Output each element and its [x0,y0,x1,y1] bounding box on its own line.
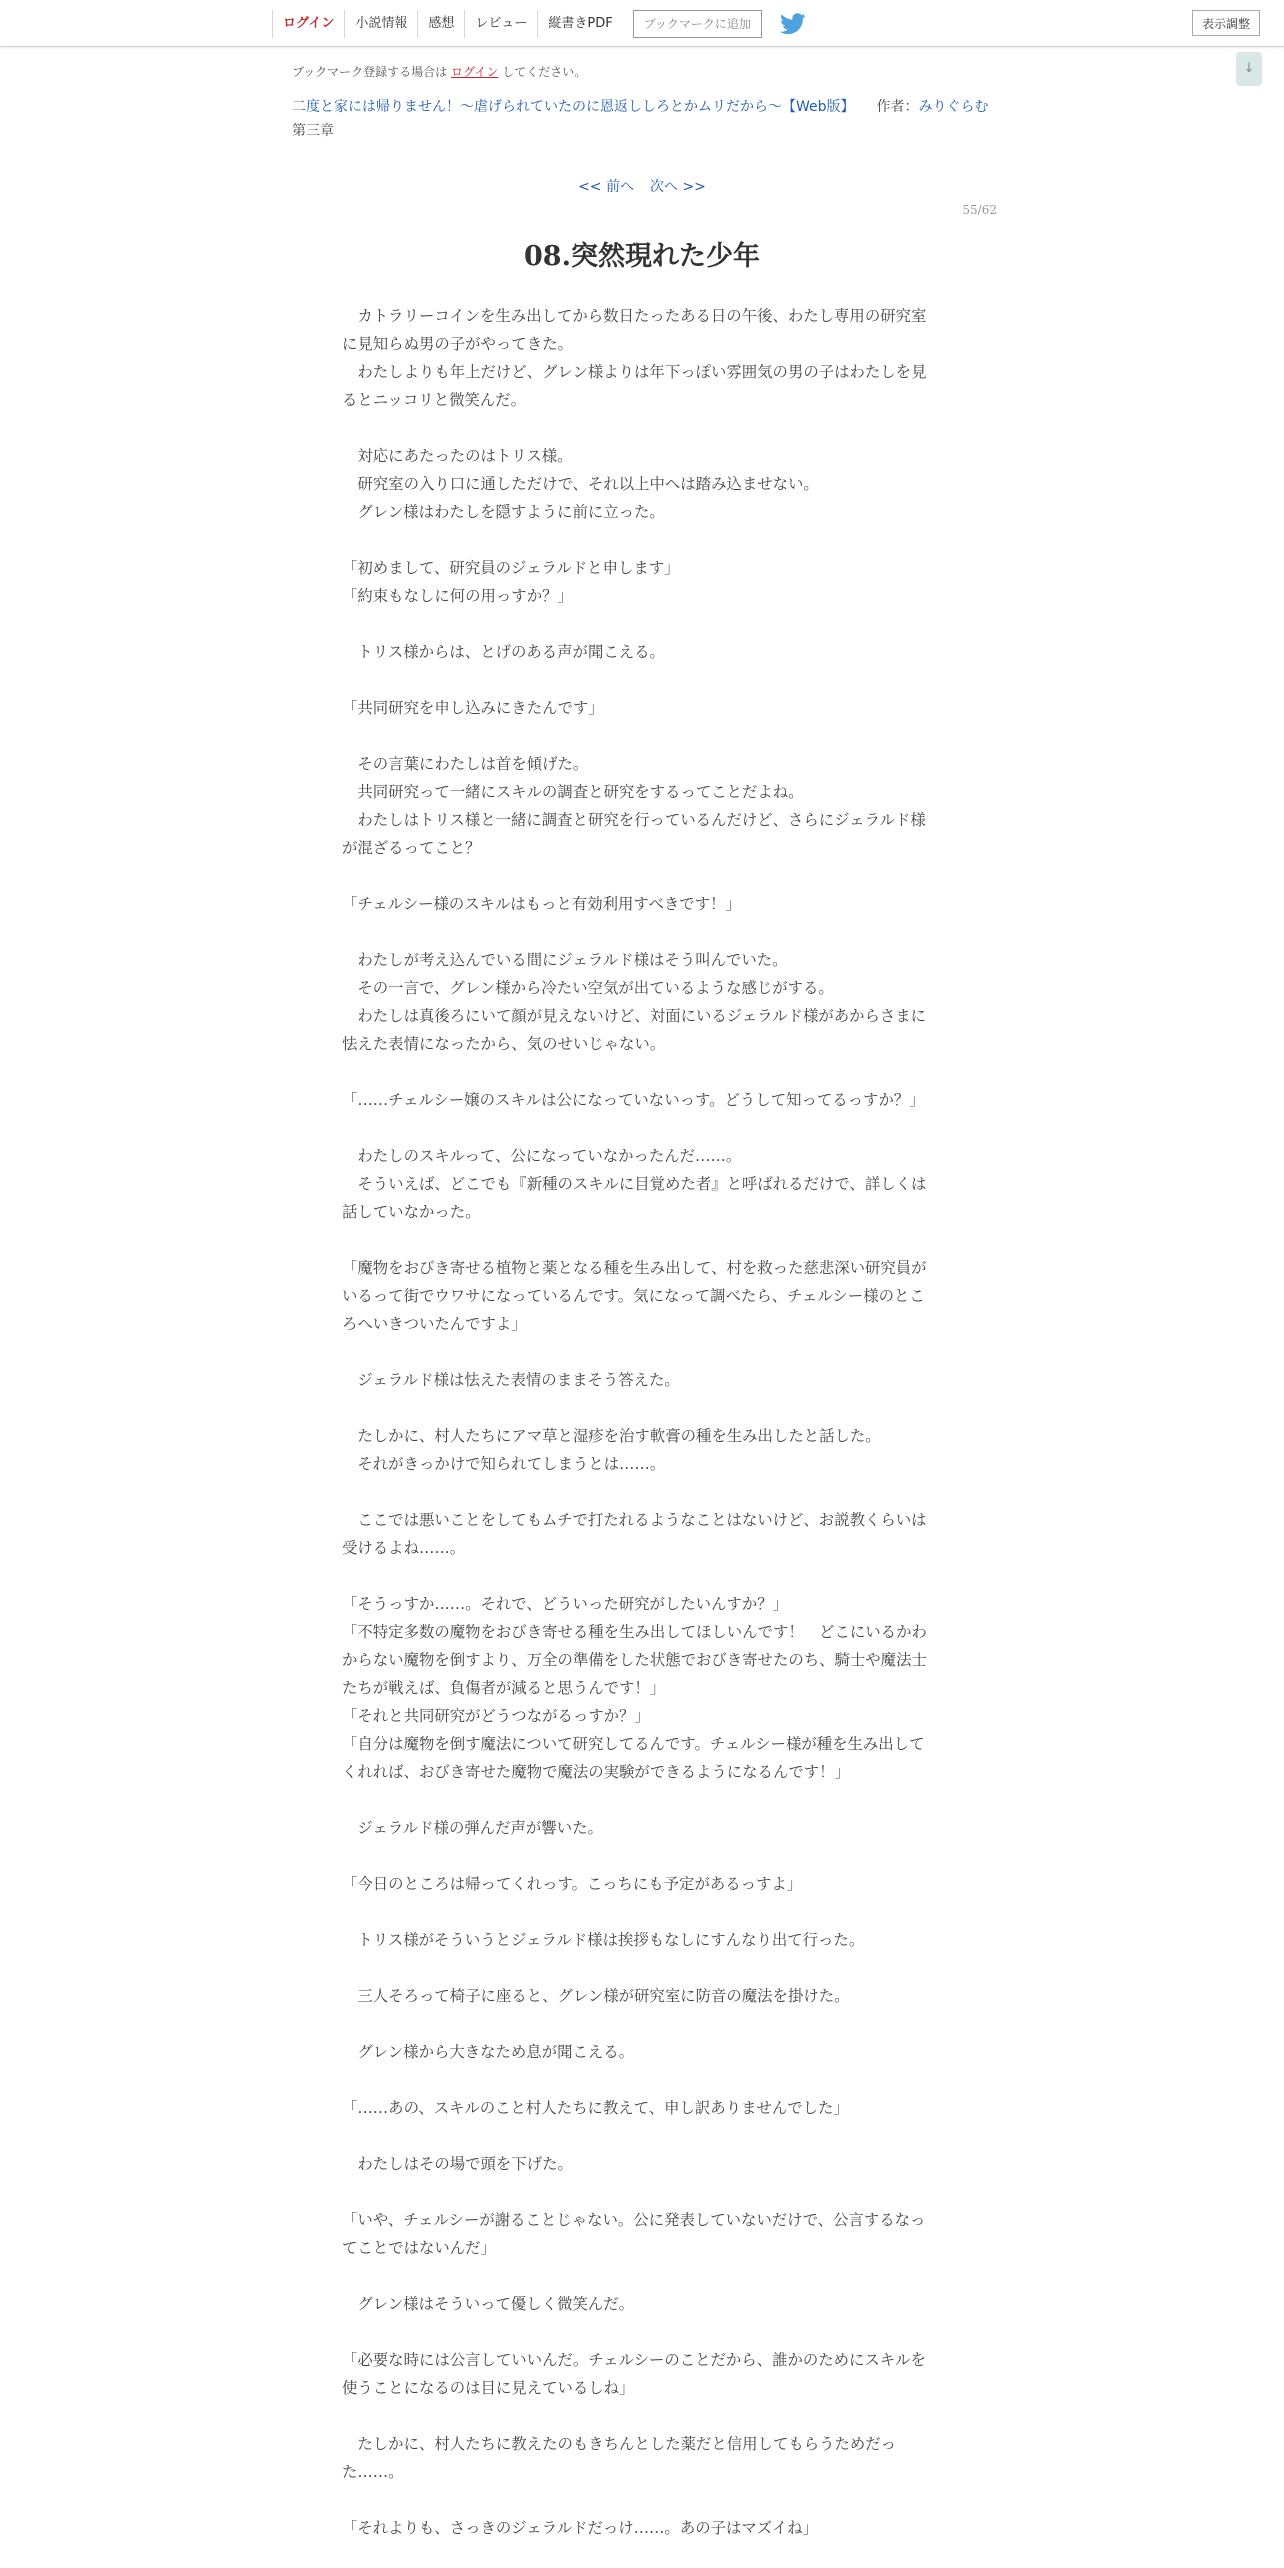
blank-line [342,2122,937,2150]
body-paragraph: わたしのスキルって、公になっていなかったんだ……。 [342,1147,742,1165]
body-paragraph: 研究室の入り口に通しただけで、それ以上中へは踏み込ませない。 [342,475,819,493]
blank-line [342,2262,937,2290]
blank-line [342,1394,937,1422]
blank-line [342,1786,937,1814]
nav-novel-info[interactable]: 小説情報 [344,10,417,38]
blank-line [342,610,937,638]
body-paragraph: ジェラルド様は怯えた表情のままそう答えた。 [342,1371,680,1389]
blank-line [342,1954,937,1982]
body-paragraph: ジェラルド様の弾んだ声が響いた。 [342,1819,603,1837]
blank-line [342,414,937,442]
bookmark-note-text: ブックマーク登録する場合は [292,65,448,79]
blank-line [342,2402,937,2430]
body-paragraph: 「共同研究を申し込みにきたんです」 [342,699,604,717]
top-navigation-bar [0,0,1284,47]
body-paragraph: トリス様がそういうとジェラルド様は挨拶もなしにすんなり出て行った。 [342,1931,865,1949]
body-paragraph: わたしはトリス様と一緒に調査と研究を行っているんだけど、さらにジェラルド様が混ざるってこと？ [342,811,926,857]
body-paragraph: そういえば、どこでも『新種のスキルに目覚めた者』と呼ばれるだけで、詳しくは話していなかった。 [342,1175,927,1221]
display-settings-button[interactable]: 表示調整 [1192,10,1260,36]
page-number: 55/62 [962,203,997,217]
episode-title: 08.突然現れた少年 [524,241,760,272]
blank-line [342,1898,937,1926]
blank-line [342,2178,937,2206]
body-paragraph: 「自分は魔物を倒す魔法について研究してるんです。チェルシー様が種を生み出してくれれば、おびき寄せた魔物で魔法の実験ができるようになるんです！」 [342,1735,925,1781]
blank-line [342,2486,937,2514]
body-paragraph: 「約束もなしに何の用っすか？」 [342,587,573,605]
body-paragraph: 「必要な時には公言していいんだ。チェルシーのことだから、誰かのためにスキルを使うことになるのは目に見えているしね」 [342,2351,926,2397]
body-paragraph: わたしは真後ろにいて顔が見えないけど、対面にいるジェラルド様があからさまに怯えた表情になったから、気のせいじゃない。 [342,1007,927,1053]
body-paragraph: グレン様から大きなため息が聞こえる。 [342,2043,635,2061]
body-paragraph: 三人そろって椅子に座ると、グレン様が研究室に防音の魔法を掛けた。 [342,1987,850,2005]
body-paragraph: 「そうっすか……。それで、どういった研究がしたいんすか？」 [342,1595,789,1613]
episode-body [342,302,937,2542]
body-paragraph: その言葉にわたしは首を傾げた。 [342,755,589,773]
blank-line [342,1226,937,1254]
body-paragraph: グレン様はそういって優しく微笑んだ。 [342,2295,635,2313]
nav-review[interactable]: レビュー [464,10,537,38]
body-paragraph: わたしはその場で頭を下げた。 [342,2155,573,2173]
author-label: 作者： [876,99,919,115]
prev-episode-link[interactable]: << 前へ [578,179,634,195]
blank-line [342,2318,937,2346]
body-paragraph: ここでは悪いことをしてもムチで打たれるようなことはないけど、お説教くらいは受けるよね……。 [342,1511,927,1557]
body-paragraph: 「……チェルシー嬢のスキルは公になっていないっす。どうして知ってるっすか？」 [342,1091,925,1109]
body-paragraph: 「それよりも、さっきのジェラルドだっけ……。あの子はマズイね」 [342,2519,819,2537]
twitter-icon[interactable] [780,13,806,35]
chapter-title: 第三章 [292,123,334,139]
body-paragraph: たしかに、村人たちにアマ草と湿疹を治す軟膏の種を生み出したと話した。 [342,1427,881,1445]
main-nav [272,9,806,39]
novel-info-line [292,96,989,116]
novel-title-link[interactable]: 二度と家には帰りません！～虐げられていたのに恩返ししろとかムリだから～【Web版】 [292,99,855,115]
blank-line [342,1842,937,1870]
body-paragraph: わたしよりも年上だけど、グレン様よりは年下っぽい雰囲気の男の子はわたしを見るとニッコリと微笑んだ。 [342,363,927,409]
next-episode-link[interactable]: 次へ >> [650,179,706,195]
body-paragraph: 「今日のところは帰ってくれっす。こっちにも予定があるっすよ」 [342,1875,803,1893]
body-paragraph: 「不特定多数の魔物をおびき寄せる種を生み出してほしいんです！ どこにいるかわからない魔物を倒すより、万全の準備をした状態でおびき寄せたのち、騎士や魔法士たちが戦えば、負傷者が減ると思うんです！」 [342,1623,927,1697]
body-paragraph: グレン様はわたしを隠すように前に立った。 [342,503,665,521]
nav-vertical-pdf[interactable]: 縦書きPDF [537,10,622,38]
body-paragraph: 共同研究って一緒にスキルの調査と研究をするってことだよね。 [342,783,804,801]
body-paragraph: 「チェルシー様のスキルはもっと有効利用すべきです！」 [342,895,741,913]
bookmark-note-text-end: してください。 [502,65,587,79]
blank-line [342,1058,937,1086]
blank-line [342,2066,937,2094]
blank-line [342,526,937,554]
blank-line [342,722,937,750]
scroll-down-arrow-icon[interactable]: ↓ [1236,52,1262,86]
body-paragraph: トリス様からは、とげのある声が聞こえる。 [342,643,665,661]
body-paragraph: それがきっかけで知られてしまうとは……。 [342,1455,666,1473]
blank-line [342,1478,937,1506]
bookmark-login-note [292,63,586,80]
author-link[interactable]: みりぐらむ [918,99,989,115]
body-paragraph: 「いや、チェルシーが謝ることじゃない。公に発表していないだけで、公言するなってことではないんだ」 [342,2211,926,2257]
blank-line [342,862,937,890]
episode-pager [0,176,1284,196]
nav-impressions[interactable]: 感想 [417,10,464,38]
bookmark-login-link[interactable]: ログイン [451,65,499,79]
body-paragraph: 「魔物をおびき寄せる植物と薬となる種を生み出して、村を救った慈悲深い研究員がいるって街でウワサになっているんです。気になって調べたら、チェルシー様のところへいきついたんですよ」 [342,1259,927,1333]
blank-line [342,918,937,946]
body-paragraph: その一言で、グレン様から冷たい空気が出ているような感じがする。 [342,979,834,997]
body-paragraph: わたしが考え込んでいる間にジェラルド様はそう叫んでいた。 [342,951,788,969]
body-paragraph: 「……あの、スキルのこと村人たちに教えて、申し訳ありませんでした」 [342,2099,849,2117]
blank-line [342,666,937,694]
blank-line [342,1114,937,1142]
blank-line [342,1338,937,1366]
blank-line [342,1562,937,1590]
body-paragraph: カトラリーコインを生み出してから数日たったある日の午後、わたし専用の研究室に見知らぬ男の子がやってきた。 [342,307,927,353]
body-paragraph: 「それと共同研究がどうつながるっすか？」 [342,1707,650,1725]
body-paragraph: 「初めまして、研究員のジェラルドと申します」 [342,559,680,577]
blank-line [342,2010,937,2038]
nav-login[interactable]: ログイン [272,10,344,38]
body-paragraph: たしかに、村人たちに教えたのもきちんとした薬だと信用してもらうためだった……。 [342,2435,897,2481]
add-bookmark-button[interactable]: ブックマークに追加 [633,10,762,38]
body-paragraph: 対応にあたったのはトリス様。 [342,447,573,465]
